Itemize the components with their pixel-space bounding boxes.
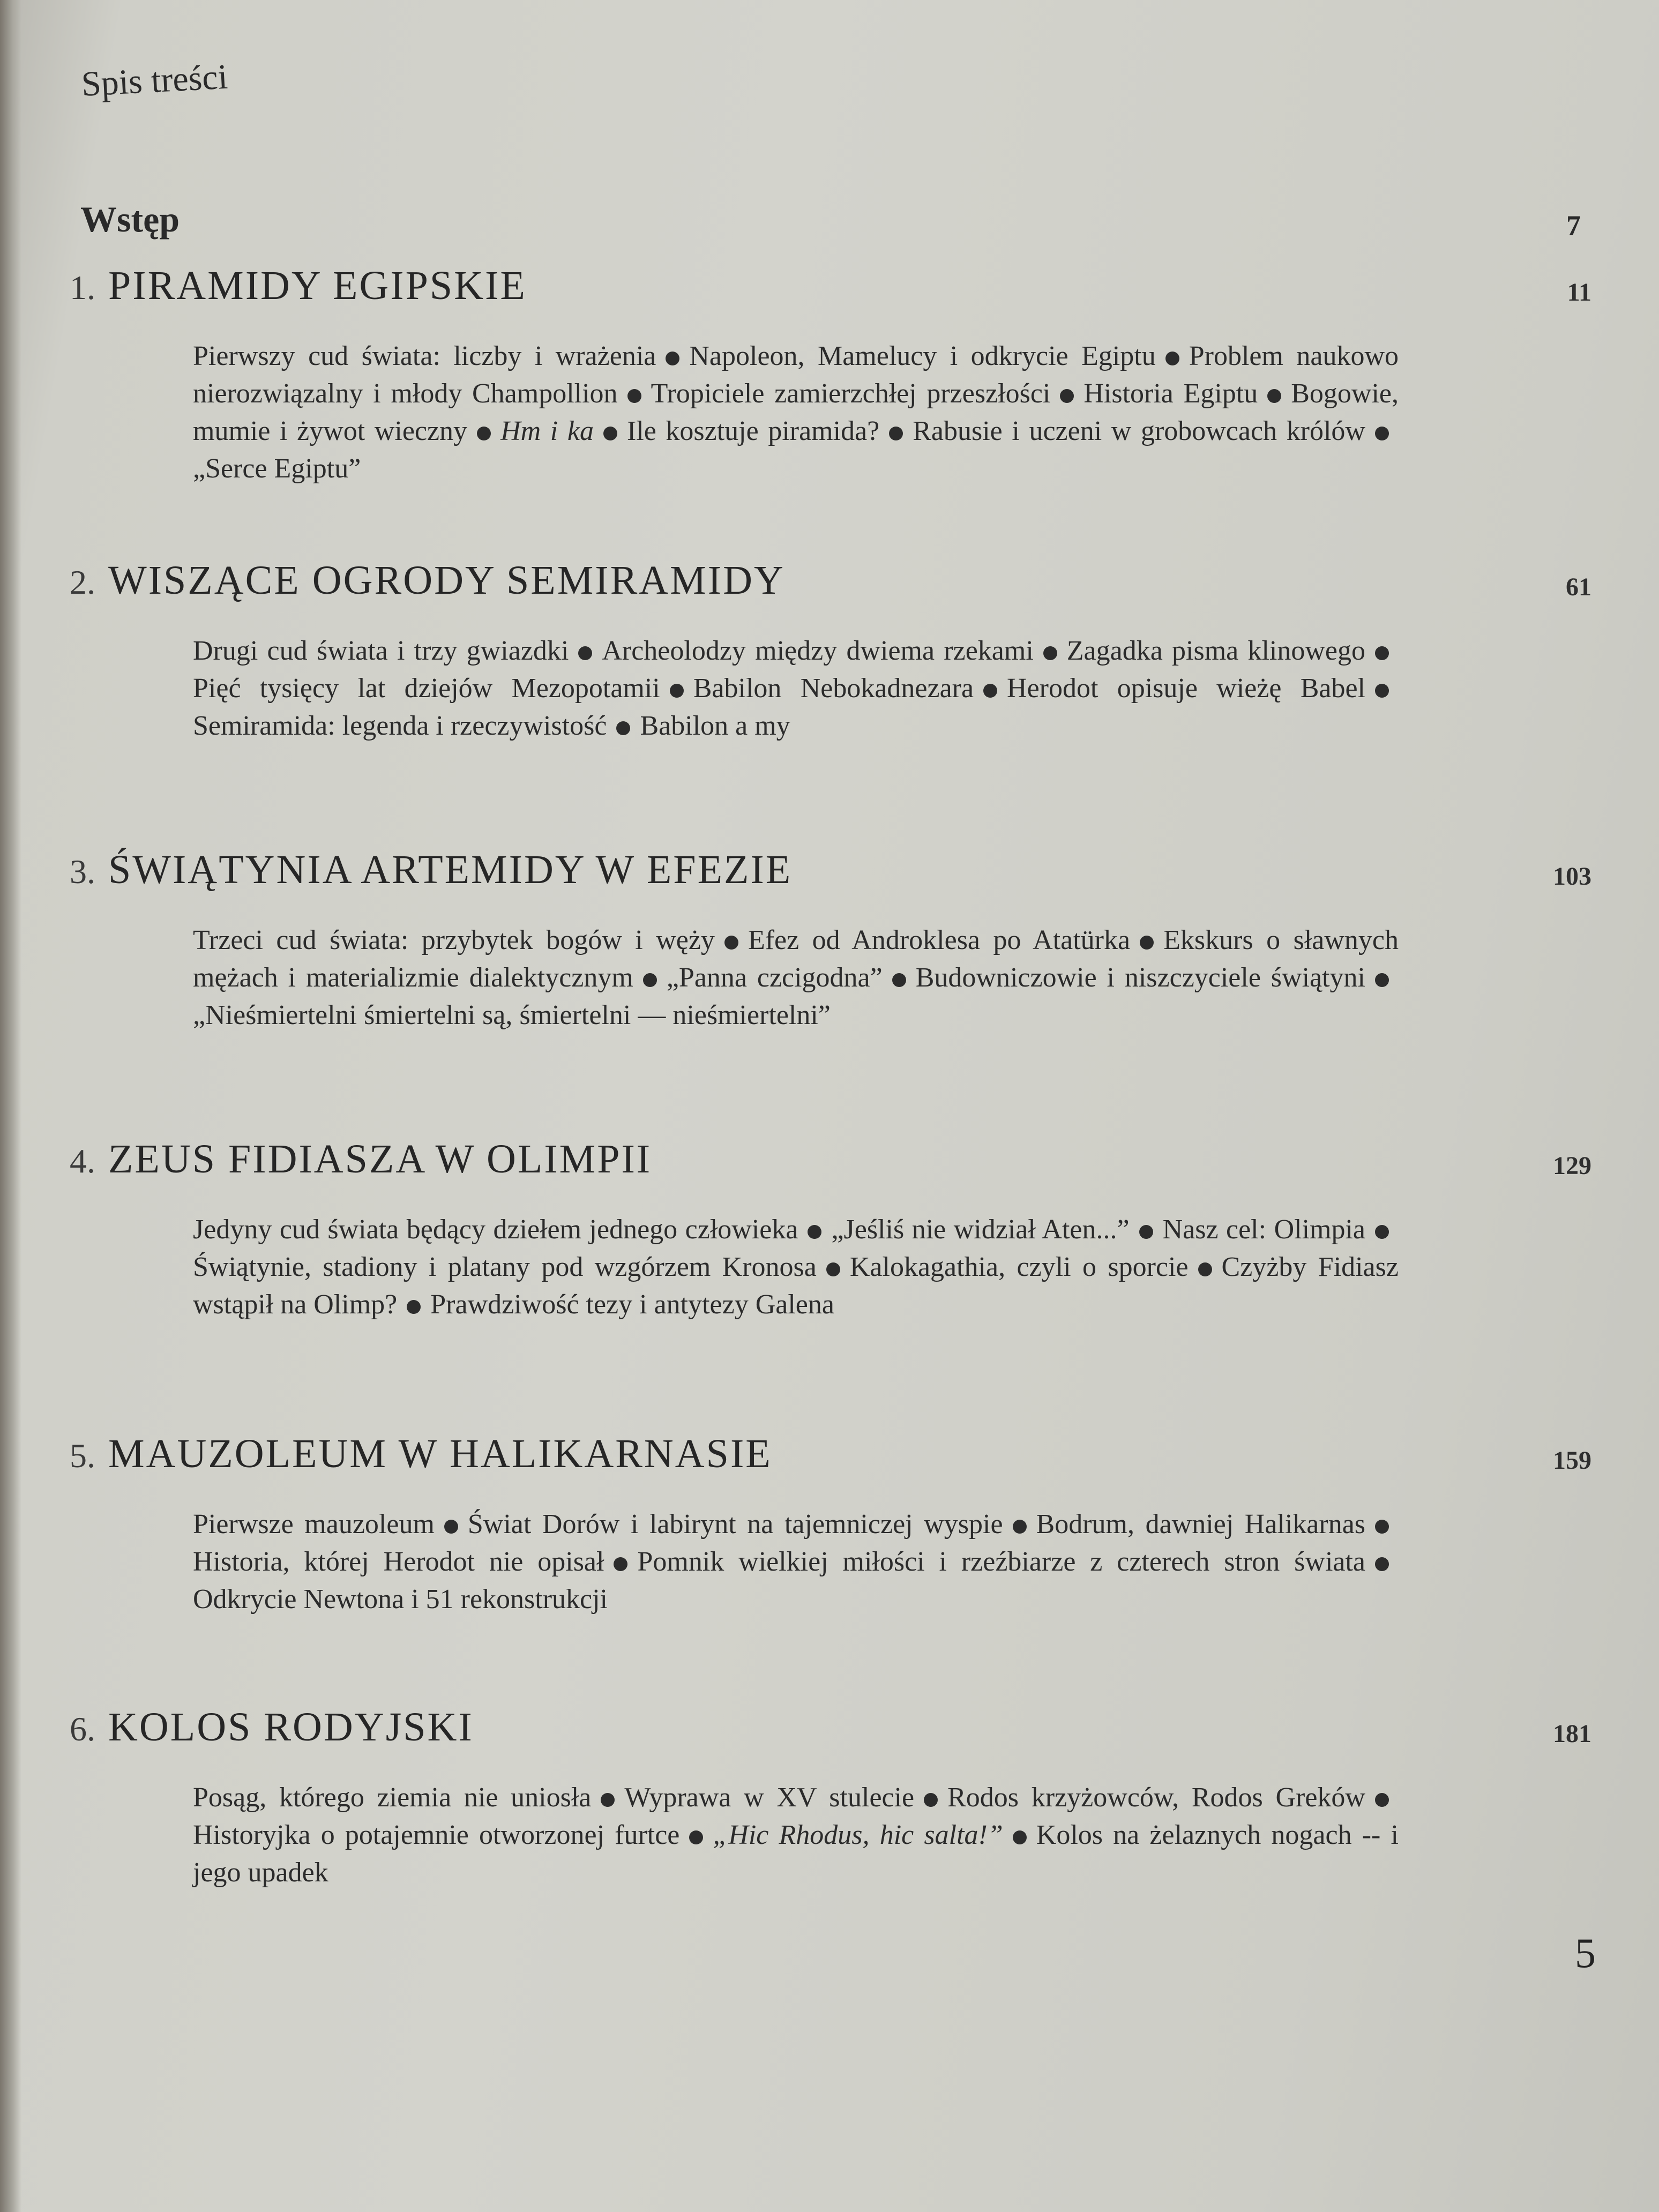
chapter-number: 4. [70,1142,95,1180]
topic: Napoleon, Mamelucy i odkrycie Egiptu [689,341,1156,371]
bullet-separator-icon [1267,389,1281,403]
bullet-separator-icon [627,389,641,403]
bullet-separator-icon [689,1830,703,1844]
bullet-separator-icon [892,973,906,987]
bullet-separator-icon [1375,1793,1389,1807]
chapter-topics [193,1506,1399,1618]
topic: Kalokagathia, czyli o sporcie [849,1252,1189,1282]
bullet-separator-icon [1375,1520,1389,1534]
topic: Babilon a my [640,711,790,741]
topic: Problem naukowo nierozwiązalny i młody Champollion [193,341,1399,409]
chapter-heading [70,847,1591,911]
topic: Bodrum, dawniej Halikarnas [1036,1509,1366,1540]
bullet-separator-icon [1375,427,1389,440]
topic: „Hic Rhodus, hic salta!” [713,1820,1003,1850]
bullet-separator-icon [983,684,997,698]
topic: Historia, której Herodot nie opisał [193,1546,604,1577]
chapter-entry-6 [70,1704,1591,1892]
topic: Odkrycie Newtona i 51 rekonstrukcji [193,1584,608,1615]
topic: Ile kosztuje piramida? [626,416,880,446]
topic: Budowniczowie i niszczyciele świątyni [915,962,1366,993]
bullet-separator-icon [616,721,630,735]
bullet-separator-icon [1375,646,1389,660]
topic: „Panna czcigodna” [666,962,883,993]
chapter-heading [70,1704,1591,1768]
bullet-separator-icon [1060,389,1074,403]
bullet-separator-icon [1375,1557,1389,1571]
bullet-separator-icon [724,936,738,950]
chapter-page-number: 181 [1553,1720,1591,1748]
intro-page-number: 7 [1566,210,1581,242]
topic: Rabusie i uczeni w grobowcach królów [913,416,1365,446]
bullet-separator-icon [1375,1225,1389,1239]
topic: Świątynie, stadiony i platany pod wzgórzem Kronosa [193,1252,817,1282]
bullet-separator-icon [889,427,903,440]
chapter-heading [70,263,1591,327]
chapter-entry-2 [70,557,1591,745]
chapter-entry-4 [70,1136,1591,1324]
chapter-entry-3 [70,847,1591,1034]
topic: Prawdziwość tezy i antytezy Galena [430,1289,834,1320]
bullet-separator-icon [603,427,617,440]
chapter-entry-1 [70,263,1591,488]
chapter-topics [193,922,1399,1034]
toc-intro-entry [80,198,1581,252]
topic: Wyprawa w XV stulecie [624,1782,915,1813]
bullet-separator-icon [666,352,679,365]
topic: Nasz cel: Olimpia [1162,1214,1366,1245]
topic: Drugi cud świata i trzy gwiazdki [193,636,569,666]
chapter-entry-5 [70,1431,1591,1618]
topic: „Jeśliś nie widział Aten...” [831,1214,1130,1245]
topic: Pomnik wielkiej miłości i rzeźbiarze z czterech stron świata [637,1546,1365,1577]
topic: „Nieśmiertelni śmiertelni są, śmiertelni — nieśmiertelni” [193,1000,831,1030]
toc-title: Spis treści [80,57,229,104]
topic: Rodos krzyżowców, Rodos Greków [947,1782,1365,1813]
topic: Świat Dorów i labirynt na tajemniczej wyspie [467,1509,1003,1540]
chapter-topics [193,632,1399,745]
bullet-separator-icon [601,1793,615,1807]
chapter-page-number: 11 [1567,278,1591,307]
chapter-page-number: 103 [1553,862,1591,891]
topic: Pięć tysięcy lat dziejów Mezopotamii [193,673,660,704]
bullet-separator-icon [444,1520,458,1534]
chapter-title: MAUZOLEUM W HALIKARNASIE [108,1431,772,1476]
chapter-title: ZEUS FIDIASZA W OLIMPII [108,1137,652,1182]
bullet-separator-icon [643,973,657,987]
topic: Pierwsze mauzoleum [193,1509,435,1540]
chapter-title: WISZĄCE OGRODY SEMIRAMIDY [108,558,785,603]
intro-label: Wstęp [80,199,180,240]
bullet-separator-icon [1013,1520,1027,1534]
chapter-page-number: 61 [1566,573,1591,601]
topic: Trzeci cud świata: przybytek bogów i węży [193,925,715,955]
chapter-number: 2. [70,563,95,601]
topic: „Serce Egiptu” [193,453,361,484]
topic: Kolos na żelaznych nogach -- i jego upadek [193,1820,1399,1888]
chapter-title: KOLOS RODYJSKI [108,1705,474,1750]
bullet-separator-icon [670,684,684,698]
chapter-topics [193,1211,1399,1324]
bullet-separator-icon [1140,936,1154,950]
topic: Jedyny cud świata będący dziełem jednego człowieka [193,1214,798,1245]
topic: Czyżby Fidiasz wstąpił na Olimp? [193,1252,1399,1320]
topic: Hm i ka [500,416,594,446]
chapter-heading [70,557,1591,622]
topic: Bogowie, mumie i żywot wieczny [193,378,1399,446]
page-edge-shadow [0,0,21,2212]
chapter-number: 1. [70,268,95,307]
topic: Archeolodzy między dwiema rzekami [602,636,1034,666]
topic: Semiramida: legenda i rzeczywistość [193,711,607,741]
topic: Herodot opisuje wieżę Babel [1007,673,1365,704]
chapter-number: 5. [70,1437,95,1475]
chapter-heading [70,1136,1591,1200]
chapter-heading [70,1431,1591,1495]
bullet-separator-icon [1139,1225,1153,1239]
topic: Babilon Nebokadnezara [693,673,974,704]
chapter-topics [193,1779,1399,1892]
chapter-number: 6. [70,1710,95,1748]
chapter-title: ŚWIĄTYNIA ARTEMIDY W EFEZIE [108,847,793,892]
chapter-page-number: 129 [1553,1152,1591,1180]
topic: Historyjka o potajemnie otworzonej furtce [193,1820,680,1850]
topic: Historia Egiptu [1083,378,1258,409]
bullet-separator-icon [1375,973,1389,987]
bullet-separator-icon [1375,684,1389,698]
bullet-separator-icon [407,1300,421,1314]
chapter-title: PIRAMIDY EGIPSKIE [108,263,527,308]
page-number-folio: 5 [1575,1930,1596,1976]
topic: Efez od Androklesa po Atatürka [748,925,1131,955]
bullet-separator-icon [1013,1830,1027,1844]
bullet-separator-icon [1165,352,1179,365]
topic: Ekskurs o sławnych mężach i materializmie dialektycznym [193,925,1399,993]
bullet-separator-icon [1198,1262,1212,1276]
topic: Zagadka pisma klinowego [1066,636,1365,666]
chapter-number: 3. [70,853,95,891]
topic: Posąg, którego ziemia nie uniosła [193,1782,592,1813]
topic: Pierwszy cud świata: liczby i wrażenia [193,341,656,371]
bullet-separator-icon [1043,646,1057,660]
chapter-topics [193,338,1399,488]
bullet-separator-icon [826,1262,840,1276]
topic: Tropiciele zamierzchłej przeszłości [651,378,1051,409]
bullet-separator-icon [477,427,491,440]
bullet-separator-icon [808,1225,821,1239]
bullet-separator-icon [924,1793,938,1807]
bullet-separator-icon [578,646,592,660]
chapter-page-number: 159 [1553,1446,1591,1475]
bullet-separator-icon [614,1557,627,1571]
